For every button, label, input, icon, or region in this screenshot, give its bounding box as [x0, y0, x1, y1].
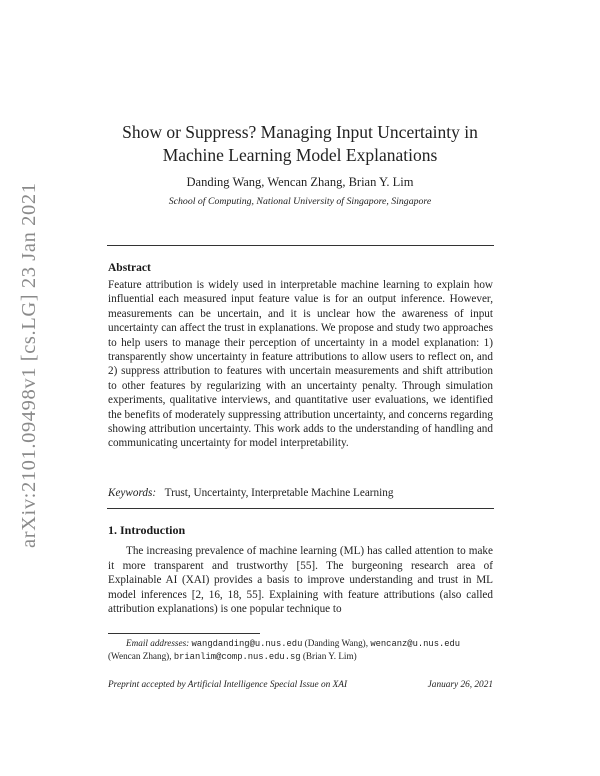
name-wang: (Danding Wang), [304, 638, 369, 648]
keywords-label: Keywords: [108, 487, 157, 499]
name-lim: (Brian Y. Lim) [302, 651, 357, 662]
footnote-rule [108, 633, 260, 634]
abstract-text: Feature attribution is widely used in interpretable machine learning to explain how influential each measured input feature value is for an output inference. However, measurements can be uncertain, and it is unclear how the awareness of input uncertainty can affect the trust in explanations. We propose and study two approaches to help users to manage their perception of uncertainty in a model explanation: 1) transparently show uncertainty in feature attributions to allow users to reflect on, and 2) suppress attribution to features with uncertain measurements and shift attribution to other features by regularizing with an uncertainty penalty. Through simulation experiments, qualitative interviews, and quantitative user evaluations, we identified the benefits of moderately suppressing attribution uncertainty, and concerns regarding showing attribution uncertainty. This work adds to the understanding of handling and communicating uncertainty for model interpretability. [108, 279, 493, 450]
email-wang[interactable]: wangdanding@u.nus.edu [191, 639, 303, 649]
name-zhang: (Wencan Zhang), [108, 651, 172, 662]
email-zhang[interactable]: wencanz@u.nus.edu [370, 639, 461, 649]
keywords-value: Trust, Uncertainty, Interpretable Machine Learning [164, 487, 394, 499]
author-list: Danding Wang, Wencan Zhang, Brian Y. Lim [186, 175, 414, 189]
footnote-label: Email addresses: [126, 638, 190, 648]
paper-title: Show or Suppress? Managing Input Uncertainty in Machine Learning Model Explanations [122, 122, 478, 165]
affiliation: School of Computing, National University of Singapore, Singapore [168, 196, 432, 207]
arxiv-identifier: arXiv:2101.09498v1 [cs.LG] 23 Jan 2021 [18, 182, 40, 548]
abstract-heading: Abstract [108, 262, 151, 274]
keywords-line [108, 487, 493, 499]
introduction-heading: 1. Introduction [108, 523, 186, 537]
abstract-top-rule [107, 245, 494, 246]
footer-date: January 26, 2021 [427, 680, 493, 690]
introduction-text: The increasing prevalence of machine learning (ML) has called attention to make it more transparent and trustworthy [55]. The burgeoning research area of Explainable AI (XAI) provides a basis to improve understanding and trust in ML model inferences [2, 16, 18, 55]. Explaining with feature attributions (also called attribution explanations) is one popular technique to [108, 545, 493, 616]
footer-preprint-note: Preprint accepted by Artificial Intelligence Special Issue on XAI [108, 680, 348, 690]
footnote [108, 637, 493, 663]
email-lim[interactable]: brianlim@comp.nus.edu.sg [173, 652, 301, 663]
abstract-bottom-rule [107, 508, 494, 509]
